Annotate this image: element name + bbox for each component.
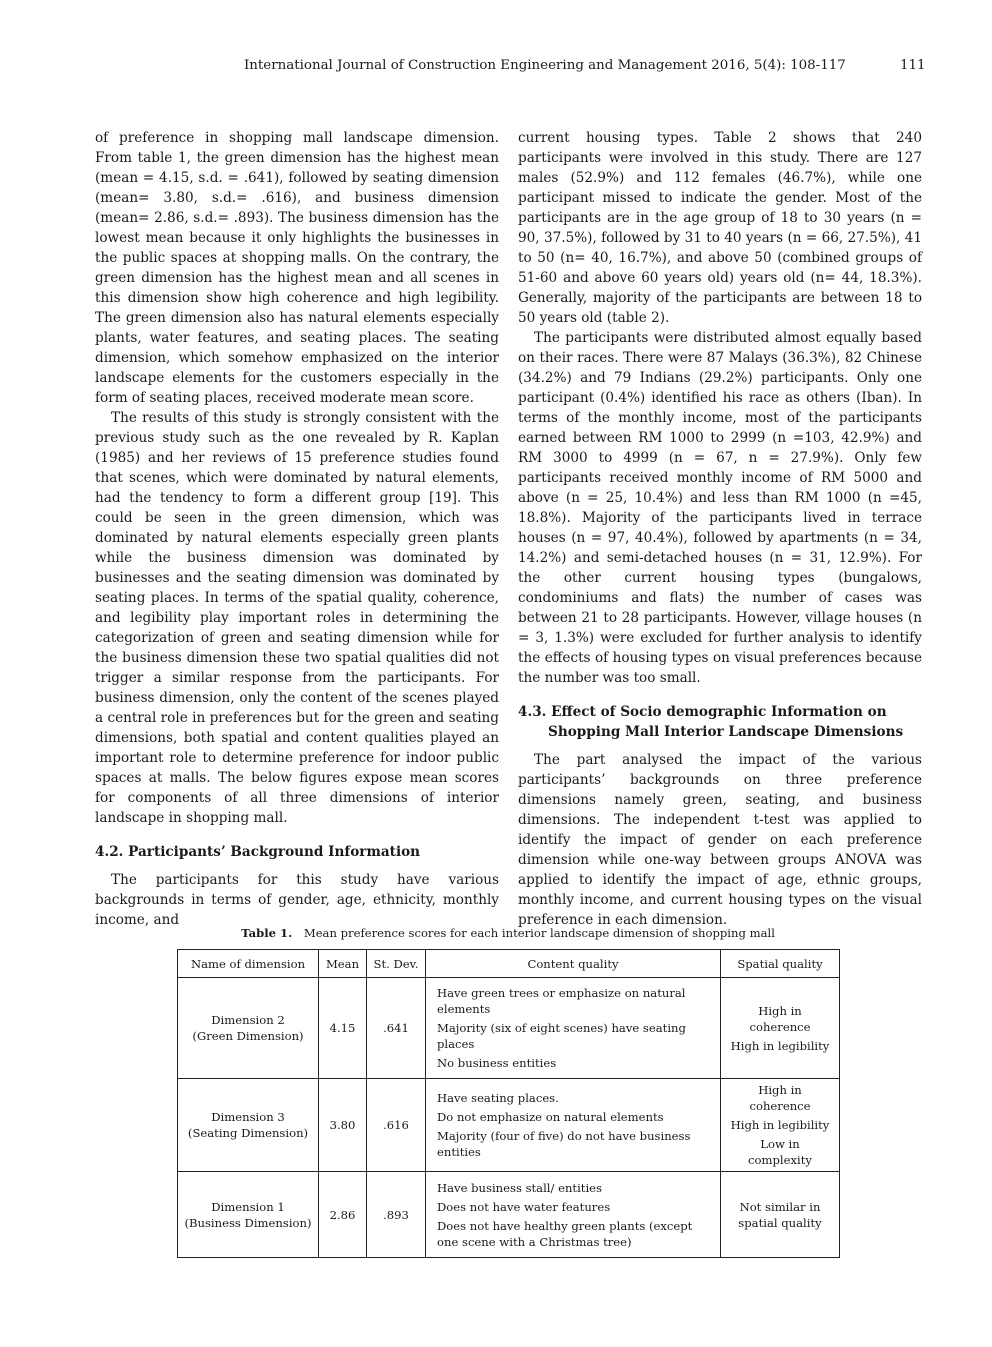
- table-caption-text: Mean preference scores for each interior landscape dimension of shopping mall: [303, 926, 775, 940]
- running-head: [0, 58, 992, 80]
- dimension-name: Dimension 3: [211, 1110, 285, 1124]
- content-quality-item: No business entities: [437, 1056, 557, 1070]
- dimension-name-cell: [178, 978, 319, 1079]
- dimension-subname: (Business Dimension): [184, 1215, 312, 1230]
- spatial-quality-cell: [721, 978, 840, 1079]
- content-quality-item: Majority (four of five) do not have business entities: [437, 1129, 691, 1159]
- table-header-row: [178, 950, 840, 978]
- table-row: [178, 978, 840, 1079]
- content-quality-cell: [426, 1172, 721, 1258]
- column-header: Content quality: [426, 950, 721, 978]
- dimension-subname: (Seating Dimension): [187, 1126, 309, 1140]
- content-quality-item: Do not emphasize on natural elements: [437, 1110, 664, 1124]
- dimension-name: Dimension 2: [211, 1013, 285, 1027]
- mean-cell: 2.86: [319, 1172, 367, 1258]
- paragraph: of preference in shopping mall landscape dimension. From table 1, the green dimension has the highest mean (mean = 4.15, s.d. = .641), followed by seating dimension (mean= 3.80, s.d.= .616), and business dimension (mean= 2.86, s.d.= .893). The business dimension has the lowest mean because it only highlights the businesses in the public spaces at shopping malls. On the contrary, the green dimension has the highest mean and all scenes in this dimension show high coherence and high legibility. The green dimension also has natural elements especially plants, water features, and seating places. The seating dimension, which somehow emphasized on the interior landscape elements for the customers especially in the form of seating places, received moderate mean score.: [95, 130, 499, 406]
- dimension-name: Dimension 1: [211, 1199, 285, 1214]
- spatial-quality-item: spatial quality: [738, 1215, 822, 1230]
- column-header: Name of dimension: [178, 950, 319, 978]
- dimension-subname: (Green Dimension): [192, 1029, 304, 1043]
- content-quality-cell: [426, 1079, 721, 1172]
- sd-cell: .893: [367, 1172, 426, 1258]
- paragraph: The participants were distributed almost equally based on their races. There were 87 Malays (36.3%), 82 Chinese (34.2%) and 79 Indians (29.2%) participants. Only one participant (0.4%) identified his race as others (Iban). In terms of the monthly income, most of the participants earned between RM 1000 to 2999 (n =103, 42.9%) and RM 3000 to 4999 (n = 67, n = 27.9%). Only few participants received monthly income of RM 5000 and above (n = 25, 10.4%) and less than RM 1000 (n =45, 18.8%). Majority of the participants lived in terrace houses (n = 97, 40.4%), followed by apartments (n = 34, 14.2%) and semi-detached houses (n = 31, 12.9%). For the other current housing types (bungalows, condominiums and flats) the number of cases was between 21 to 28 participants. However, village houses (n = 3, 1.3%) were excluded for further analysis to identify the effects of housing types on visual preferences because the number was too small.: [518, 330, 922, 686]
- spatial-quality-cell: [721, 1172, 840, 1258]
- table-row: [178, 1079, 840, 1172]
- content-quality-item: Majority (six of eight scenes) have seating places: [437, 1021, 686, 1051]
- content-quality-item: Have green trees or emphasize on natural elements: [437, 986, 686, 1016]
- content-quality-item: Does not have water features: [437, 1199, 611, 1214]
- left-column: [95, 128, 499, 930]
- paragraph: The participants for this study have various backgrounds in terms of gender, age, ethnicity, monthly income, and: [95, 872, 499, 928]
- content-quality-item: Does not have healthy green plants (except one scene with a Christmas tree): [437, 1218, 693, 1249]
- dimension-name-cell: [178, 1172, 319, 1258]
- spatial-quality-item: High in coherence: [749, 1003, 811, 1034]
- spatial-quality-item: Low in complexity: [748, 1137, 812, 1167]
- table-caption: [177, 926, 839, 940]
- dimension-name-cell: [178, 1079, 319, 1172]
- data-table: [177, 949, 840, 1258]
- content-quality-item: Have business stall/ entities: [437, 1180, 602, 1195]
- spatial-quality-item: Not similar in: [739, 1199, 821, 1214]
- spatial-quality-cell: [721, 1079, 840, 1172]
- column-header: Mean: [319, 950, 367, 978]
- table-1: [177, 926, 839, 1258]
- section-heading-4-2: 4.2. Participants’ Background Information: [95, 844, 421, 860]
- sd-cell: .641: [367, 978, 426, 1079]
- journal-citation: International Journal of Construction Engineering and Management 2016, 5(4): 108-117: [244, 58, 846, 73]
- section-heading-line: Shopping Mall Interior Landscape Dimensions: [548, 724, 904, 740]
- paragraph: The part analysed the impact of the various participants’ backgrounds on three preference dimensions namely green, seating, and business dimensions. The independent t-test was applied to identify the impact of gender on each preference dimension while one-way between groups ANOVA was applied to identify the impact of age, ethnic groups, monthly income, and current housing types on the visual preference in each dimension.: [518, 752, 922, 928]
- spatial-quality-item: High in legibility: [730, 1038, 830, 1053]
- sd-cell: .616: [367, 1079, 426, 1172]
- spatial-quality-item: High in coherence: [749, 1083, 811, 1113]
- table-caption-label: Table 1.: [241, 926, 293, 940]
- page-number: 111: [900, 58, 926, 73]
- table-row: [178, 1172, 840, 1258]
- content-quality-item: Have seating places.: [437, 1091, 559, 1105]
- paragraph: The results of this study is strongly consistent with the previous study such as the one revealed by R. Kaplan (1985) and her reviews of 15 preference studies found that scenes, which were dominated by natural elements, had the tendency to form a different group [19]. This could be seen in the green dimension, which was dominated by natural elements especially green plants while the business dimension was dominated by businesses and the seating dimension was dominated by seating places. In terms of the spatial quality, coherence, and legibility play important roles in determining the categorization of green and seating dimension while for the business dimension these two spatial qualities did not trigger a similar response from the participants. For business dimension, only the content of the scenes played a central role in preferences but for the green and seating dimensions, both spatial and content qualities played an important role to determine preference for indoor public spaces at malls. The below figures expose mean scores for components of all three dimensions of interior landscape in shopping mall.: [95, 410, 499, 826]
- spatial-quality-item: High in legibility: [730, 1118, 830, 1132]
- right-column: [518, 128, 922, 930]
- column-header: Spatial quality: [721, 950, 840, 978]
- column-header: St. Dev.: [367, 950, 426, 978]
- content-quality-cell: [426, 978, 721, 1079]
- section-heading-line: 4.3. Effect of Socio demographic Information on: [518, 704, 887, 720]
- paragraph: current housing types. Table 2 shows that 240 participants were involved in this study. There are 127 males (52.9%) and 112 females (46.7%), while one participant missed to indicate the gender. Most of the participants are in the age group of 18 to 30 years (n = 90, 37.5%), followed by 31 to 40 years (n = 66, 27.5%), 41 to 50 (n= 40, 16.7%), and above 50 (combined groups of 51-60 and above 60 years old) years old (n= 44, 18.3%). Generally, majority of the participants are between 18 to 50 years old (table 2).: [518, 130, 922, 326]
- section-heading-4-3: [518, 702, 922, 742]
- mean-cell: 3.80: [319, 1079, 367, 1172]
- mean-cell: 4.15: [319, 978, 367, 1079]
